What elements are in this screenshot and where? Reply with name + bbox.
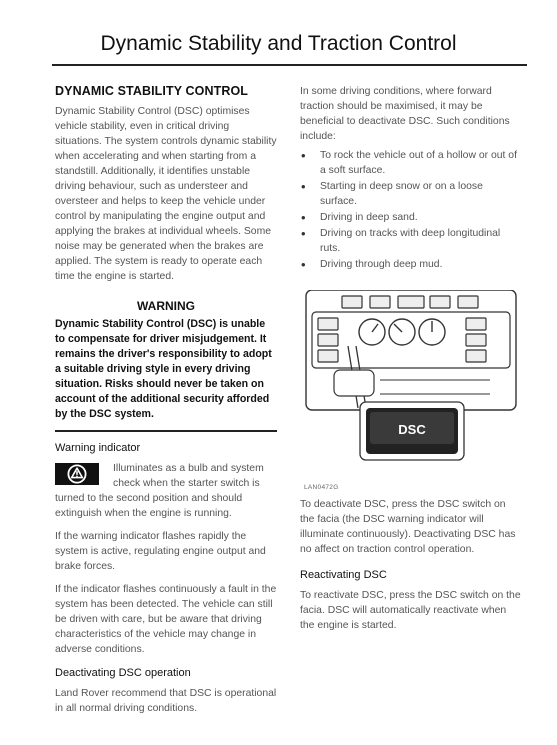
list-item: • Driving through deep mud. [300,257,522,272]
warning-text: Dynamic Stability Control (DSC) is unable to compensate for driver misjudgement. It remains the driver's responsibility to adopt a suitable driving style in every driving situation. Risks should never be taken on account of the additional security afforded by the DSC system. [55,318,272,420]
indicator-paragraph-2: If the warning indicator flashes rapidly the system is active, regulating engine output and brake forces. [55,531,266,572]
conditions-intro: In some driving conditions, where forward traction should be maximised, it may be beneficial to deactivate DSC. Such conditions include: [300,86,510,142]
figure-caption: LAN0472G [304,484,339,491]
list-item: • Driving in deep sand. [300,210,522,225]
dsc-warning-triangle-icon [55,463,99,485]
divider [55,430,277,432]
list-item: • Starting in deep snow or on a loose surface. [300,179,522,209]
indicator-heading: Warning indicator [55,442,141,454]
deactivating-heading: Deactivating DSC operation [55,667,191,679]
indicator-paragraph-1: Illuminates as a bulb and system check when the starter switch is turned to the second position and should extinguish when the engine is running. [55,463,264,519]
deactivate-paragraph: To deactivate DSC, press the DSC switch on the facia (the DSC warning indicator will illuminate continuously). Deactivating DSC has no affect on traction control operation. [300,499,516,555]
left-column [55,84,277,716]
list-item: • Driving on tracks with deep longitudinal ruts. [300,226,522,256]
indicator-block [55,461,277,521]
title-rule [52,64,527,66]
page-title: Dynamic Stability and Traction Control [100,32,457,55]
reactivating-heading: Reactivating DSC [300,569,387,581]
right-column [300,84,522,633]
section-heading: DYNAMIC STABILITY CONTROL [55,84,249,98]
warning-heading: WARNING [137,299,195,313]
list-item: • To rock the vehicle out of a hollow or out of a soft surface. [300,148,522,178]
reactivate-paragraph: To reactivate DSC, press the DSC switch on the facia. DSC will automatically reactivate when the engine is started. [300,590,521,631]
dsc-button-label: DSC [398,422,426,437]
intro-paragraph: Dynamic Stability Control (DSC) optimises vehicle stability, even in critical driving situations. The system controls dynamic stability when accelerating and when starting from a standstill. Additionally, it identifies unstable driving behaviour, such as understeer and oversteer and helps to keep the vehicle under control by manipulating the engine output and applying the brakes at individual wheels. Some noise may be generated when the brakes are applied. The system is ready to operate each time the engine is started. [55,106,277,282]
dsc-switch-illustration [300,290,522,480]
deactivating-paragraph: Land Rover recommend that DSC is operational in all normal driving conditions. [55,688,277,714]
conditions-list [300,148,522,272]
indicator-paragraph-3: If the indicator flashes continuously a fault in the system has been detected. The vehicle can still be driven with care, but be aware that driving characteristics of the vehicle may change in adverse conditions. [55,584,277,655]
